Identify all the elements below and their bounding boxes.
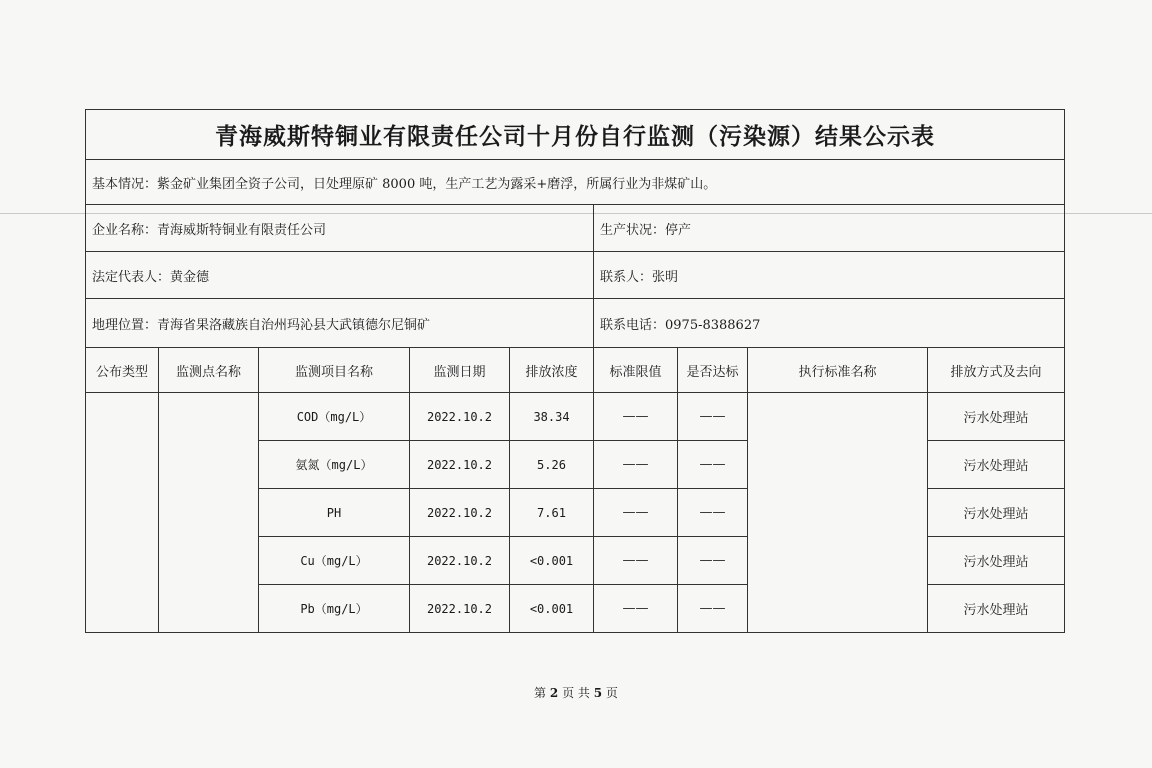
date-cell: 2022.10.2 bbox=[410, 393, 510, 441]
item-cell: Pb（mg/L） bbox=[259, 585, 410, 633]
contact-phone: 联系电话：0975-8388627 bbox=[594, 299, 1065, 348]
basic-info: 基本情况：紫金矿业集团全资子公司，日处理原矿 8000 吨，生产工艺为露采+磨浮，所属行业为非煤矿山。 bbox=[86, 160, 1065, 205]
method-cell: 污水处理站 bbox=[928, 585, 1065, 633]
method-cell: 污水处理站 bbox=[928, 537, 1065, 585]
type-cell bbox=[86, 393, 159, 633]
limit-cell: —— bbox=[594, 441, 678, 489]
header-limit: 标准限值 bbox=[594, 348, 678, 393]
concentration-cell: <0.001 bbox=[510, 537, 594, 585]
contact-person: 联系人：张明 bbox=[594, 252, 1065, 299]
standard-cell bbox=[748, 393, 928, 633]
page-footer bbox=[0, 684, 1152, 701]
date-cell: 2022.10.2 bbox=[410, 489, 510, 537]
method-cell: 污水处理站 bbox=[928, 489, 1065, 537]
footer-middle: 页 共 bbox=[562, 686, 590, 700]
concentration-cell: 5.26 bbox=[510, 441, 594, 489]
footer-prefix: 第 bbox=[534, 686, 547, 700]
production-status: 生产状况：停产 bbox=[594, 205, 1065, 252]
point-cell bbox=[159, 393, 259, 633]
item-cell: PH bbox=[259, 489, 410, 537]
limit-cell: —— bbox=[594, 489, 678, 537]
legal-representative: 法定代表人：黄金德 bbox=[86, 252, 594, 299]
method-cell: 污水处理站 bbox=[928, 393, 1065, 441]
method-cell: 污水处理站 bbox=[928, 441, 1065, 489]
header-point: 监测点名称 bbox=[159, 348, 259, 393]
item-cell: COD（mg/L） bbox=[259, 393, 410, 441]
footer-suffix: 页 bbox=[605, 686, 618, 700]
item-cell: 氨氮（mg/L） bbox=[259, 441, 410, 489]
header-concentration: 排放浓度 bbox=[510, 348, 594, 393]
limit-cell: —— bbox=[594, 393, 678, 441]
concentration-cell: <0.001 bbox=[510, 585, 594, 633]
limit-cell: —— bbox=[594, 585, 678, 633]
footer-total-pages: 5 bbox=[593, 686, 603, 700]
concentration-cell: 38.34 bbox=[510, 393, 594, 441]
date-cell: 2022.10.2 bbox=[410, 537, 510, 585]
header-standard: 执行标准名称 bbox=[748, 348, 928, 393]
compliance-cell: —— bbox=[678, 585, 748, 633]
compliance-cell: —— bbox=[678, 393, 748, 441]
compliance-cell: —— bbox=[678, 537, 748, 585]
compliance-cell: —— bbox=[678, 489, 748, 537]
page-title: 青海威斯特铜业有限责任公司十月份自行监测（污染源）结果公示表 bbox=[86, 110, 1065, 160]
item-cell: Cu（mg/L） bbox=[259, 537, 410, 585]
company-name: 企业名称：青海威斯特铜业有限责任公司 bbox=[86, 205, 594, 252]
monitoring-results-table bbox=[85, 109, 1065, 633]
header-compliance: 是否达标 bbox=[678, 348, 748, 393]
header-type: 公布类型 bbox=[86, 348, 159, 393]
concentration-cell: 7.61 bbox=[510, 489, 594, 537]
header-item: 监测项目名称 bbox=[259, 348, 410, 393]
date-cell: 2022.10.2 bbox=[410, 441, 510, 489]
compliance-cell: —— bbox=[678, 441, 748, 489]
location: 地理位置：青海省果洛藏族自治州玛沁县大武镇德尔尼铜矿 bbox=[86, 299, 594, 348]
footer-page-number: 2 bbox=[549, 686, 559, 700]
header-discharge-method: 排放方式及去向 bbox=[928, 348, 1065, 393]
header-date: 监测日期 bbox=[410, 348, 510, 393]
limit-cell: —— bbox=[594, 537, 678, 585]
table-row bbox=[86, 393, 1065, 441]
date-cell: 2022.10.2 bbox=[410, 585, 510, 633]
table-header-row bbox=[86, 348, 1065, 393]
